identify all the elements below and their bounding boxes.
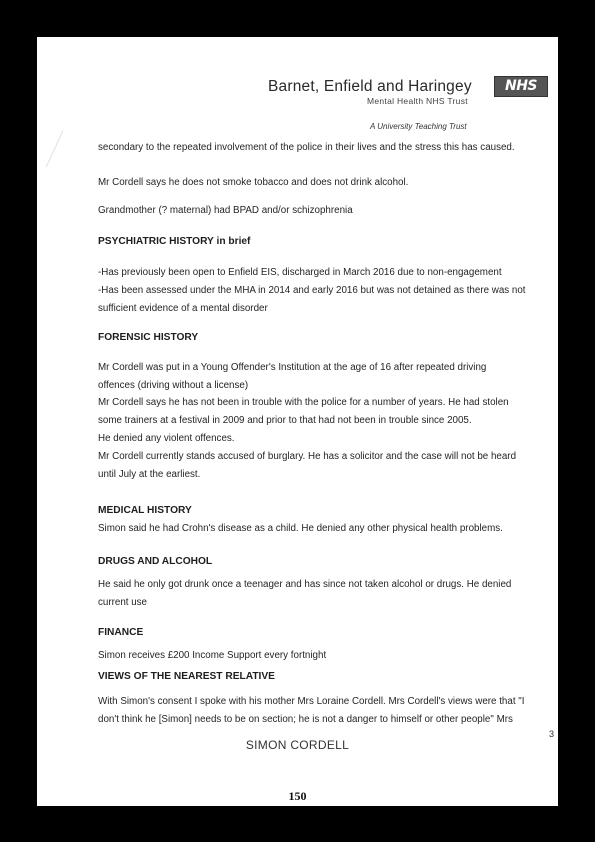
nhs-logo: NHS	[494, 76, 548, 97]
footer-name: SIMON CORDELL	[245, 738, 350, 752]
forensic-line: some trainers at a festival in 2009 and prior to that had not been in trouble since 2005.	[98, 415, 472, 426]
psychiatric-line: -Has been assessed under the MHA in 2014 and early 2016 but was not detained as there was not	[98, 285, 526, 296]
section-heading-finance: FINANCE	[98, 627, 144, 638]
relative-line: With Simon's consent I spoke with his mother Mrs Loraine Cordell. Mrs Cordell's views were that "I	[98, 696, 525, 707]
forensic-line: Mr Cordell says he has not been in trouble with the police for a number of years. He had stolen	[98, 397, 509, 408]
organisation-name: Barnet, Enfield and Haringey	[268, 78, 472, 95]
intro-line: secondary to the repeated involvement of the police in their lives and the stress this has caused.	[98, 142, 515, 153]
section-heading-medical: MEDICAL HISTORY	[98, 505, 192, 516]
trust-name: Mental Health NHS Trust	[367, 96, 468, 106]
document-page	[37, 37, 558, 806]
bundle-page-number: 150	[288, 789, 307, 803]
forensic-line: Mr Cordell was put in a Young Offender's Institution at the age of 16 after repeated driving	[98, 362, 487, 373]
scan-artifact	[46, 131, 64, 168]
relative-line: don't think he [Simon] needs to be on section; he is not a danger to himself or other people" Mrs	[98, 714, 513, 725]
section-heading-relative: VIEWS OF THE NEAREST RELATIVE	[98, 671, 275, 682]
section-heading-psychiatric: PSYCHIATRIC HISTORY in brief	[98, 236, 251, 247]
finance-line: Simon receives £200 Income Support every fortnight	[98, 650, 327, 661]
section-heading-forensic: FORENSIC HISTORY	[98, 332, 199, 343]
drugs-line: He said he only got drunk once a teenager and has since not taken alcohol or drugs. He denied	[98, 579, 512, 590]
document-page-number: 3	[549, 729, 555, 739]
medical-line: Simon said he had Crohn's disease as a child. He denied any other physical health problems.	[98, 523, 503, 534]
section-heading-drugs: DRUGS AND ALCOHOL	[98, 556, 213, 567]
intro-line: Mr Cordell says he does not smoke tobacco and does not drink alcohol.	[98, 177, 409, 188]
forensic-line: until July at the earliest.	[98, 469, 201, 480]
forensic-line: Mr Cordell currently stands accused of burglary. He has a solicitor and the case will not be heard	[98, 451, 517, 462]
university-tagline: A University Teaching Trust	[370, 122, 467, 131]
psychiatric-line: -Has previously been open to Enfield EIS, discharged in March 2016 due to non-engagement	[98, 267, 502, 278]
intro-line: Grandmother (? maternal) had BPAD and/or schizophrenia	[98, 205, 353, 216]
forensic-line: He denied any violent offences.	[98, 433, 235, 444]
forensic-line: offences (driving without a license)	[98, 380, 249, 391]
psychiatric-line: sufficient evidence of a mental disorder	[98, 303, 268, 314]
drugs-line: current use	[98, 597, 148, 608]
